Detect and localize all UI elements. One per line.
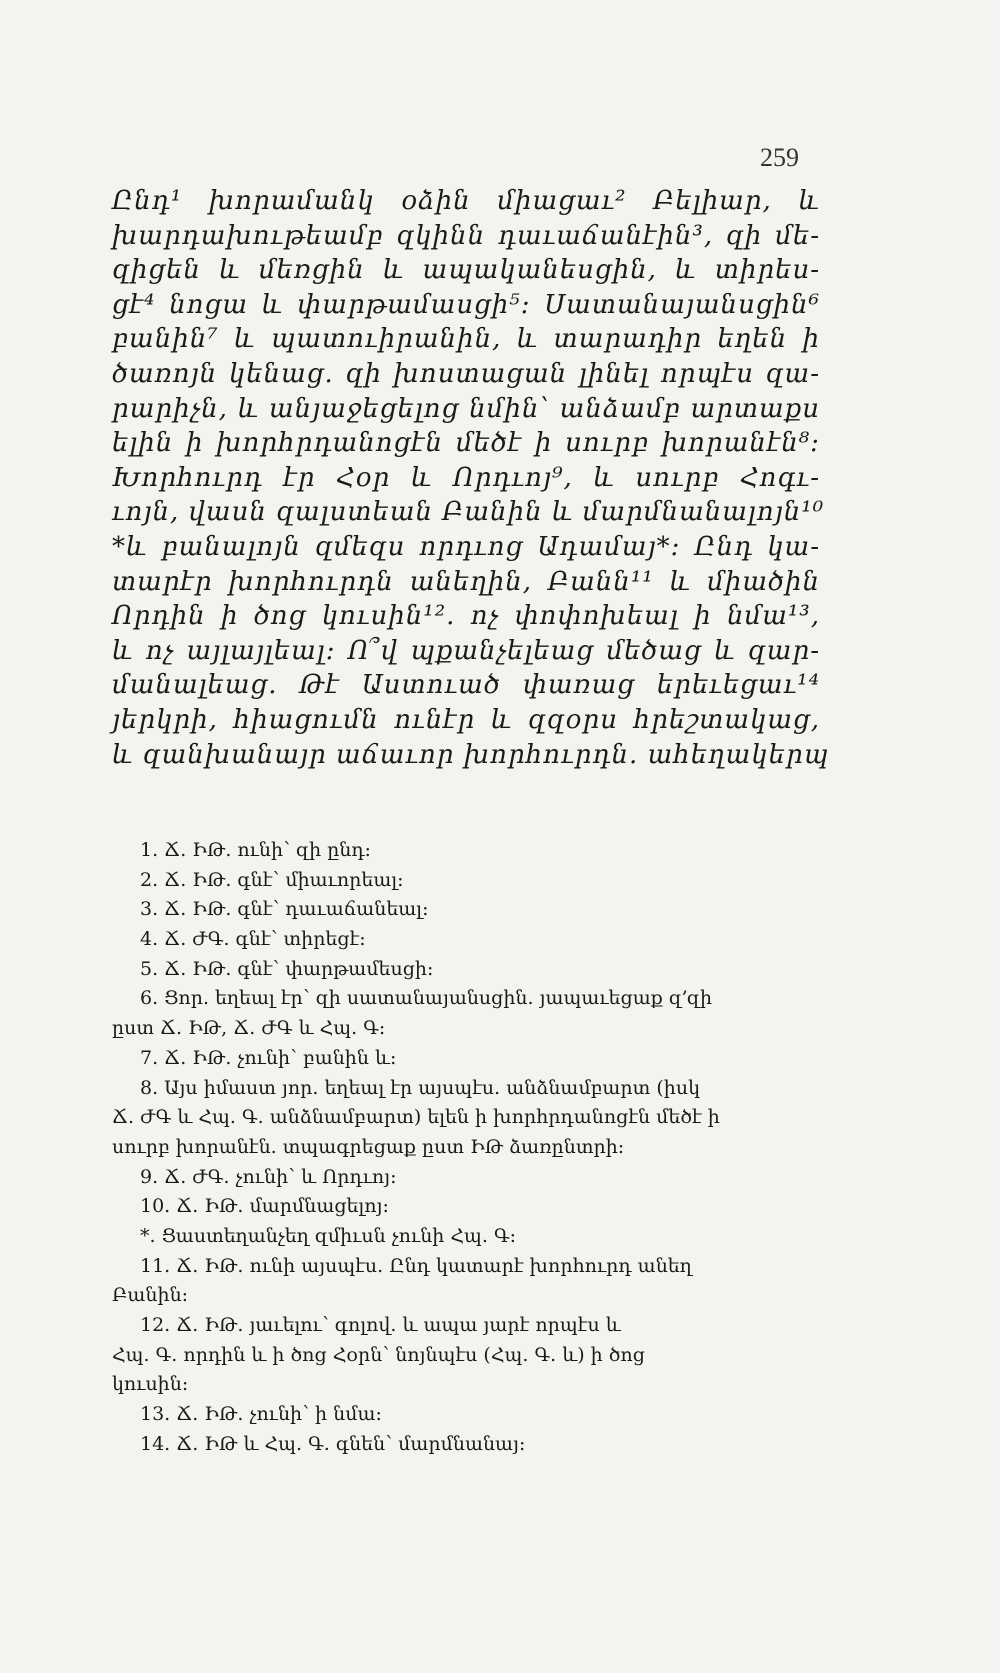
main-text-line: Ընդ¹ խորամանկ օձին միացաւ² Բելիար, և	[112, 186, 820, 216]
footnote-line: 13. Ճ. ԻԹ. չունի՝ ի նմա։	[140, 1403, 382, 1426]
footnote-line: սուրբ խորանէն. տպագրեցաք ըստ ԻԹ ձառընտրի։	[112, 1135, 625, 1158]
footnote-line: 14. Ճ. ԻԹ և Հպ. Գ. գնեն՝ մարմնանայ։	[140, 1432, 526, 1455]
footnote-line: Հպ. Գ. որդին և ի ծոց Հօրն՝ նոյնպէս (Հպ. Գ. և) ի ծոց	[112, 1343, 645, 1366]
main-text-line: բանին⁷ և պատուիրանին, և տարադիր եղեն ի	[112, 324, 820, 355]
main-text-line: ցէ⁴ նոցա և փարթամասցի⁵։ Սատանայանսցին⁶	[112, 289, 820, 320]
main-text-line: ծառոյն կենաց. զի խոստացան լինել որպէս զա-	[112, 358, 820, 389]
footnote-line: 2. Ճ. ԻԹ. գնէ՝ միաւորեալ։	[140, 868, 404, 891]
main-text-line: տարէր խորհուրդն անեղին, Բանն¹¹ և միածին	[112, 566, 820, 597]
main-text-line: րարիչն, և անյաջեցելոց նմին՝ անձամբ արտաքս	[112, 393, 820, 424]
main-text-line: և ոչ այլայլեալ։ Ո՞վ պքանչելեաց մեծաց և զար-	[112, 635, 820, 666]
main-text	[112, 184, 830, 772]
footnote-line: 6. Ցոր. եղեալ էր՝ զի սատանայանսցին. յապաւեցաք զ՚զի	[140, 987, 713, 1010]
footnote-line: 7. Ճ. ԻԹ. չունի՝ բանին և։	[140, 1046, 397, 1069]
main-text-line: Որդին ի ծոց կուսին¹². ոչ փոփոխեալ ի նմա¹³,	[112, 601, 820, 632]
footnote-line: Ճ. ԺԳ և Հպ. Գ. անձնամբարտ) ելեն ի խորհրդանոցէն մեծէ ի	[112, 1106, 720, 1129]
footnote-line: 12. Ճ. ԻԹ. յաւելու՝ գոլով. և ապա յարէ որպէս և	[140, 1314, 621, 1336]
footnote-line: 3. Ճ. ԻԹ. գնէ՝ դաւաճանեալ։	[140, 898, 429, 921]
footnote-line: Բանին։	[112, 1284, 189, 1307]
main-text-line: մանալեաց. Թէ Աստուած փառաց երեւեցաւ¹⁴	[112, 670, 820, 701]
main-text-line: *և բանալոյն զմեզս որդւոց Ադամայ*։ Ընդ կա-	[112, 531, 820, 562]
main-text-line: յերկրի, հիացումն ունէր և զզօրս հրեշտակաց,	[112, 704, 820, 735]
footnotes	[112, 836, 820, 1459]
footnote-line: 10. Ճ. ԻԹ. մարմնացելոյ։	[140, 1195, 389, 1218]
main-text-line: զիցեն և մեռցին և ապականեսցին, և տիրես-	[112, 255, 820, 286]
footnote-line: *. Ցաստեղանչեղ զմիւսն չունի Հպ. Գ։	[140, 1224, 517, 1247]
main-text-line: ւոյն, վասն զալստեան Բանին և մարմնանալոյն¹⁰	[112, 497, 825, 528]
footnote-line: 11. Ճ. ԻԹ. ունի այսպէս. Ընդ կատարէ խորհուրդ անեղ	[140, 1254, 692, 1277]
footnote-line: 8. Այս իմաստ յոր. եղեալ էր այսպէս. անձնամբարտ (իսկ	[140, 1076, 701, 1099]
footnote-line: 1. Ճ. ԻԹ. ունի՝ զի ընդ։	[140, 839, 372, 861]
main-text-line: և զանխանայր աճաւոր խորհուրդն. ահեղակերպ	[112, 739, 830, 770]
main-text-line: ելին ի խորհրդանոցէն մեծէ ի սուրբ խորանէն⁸։	[112, 428, 820, 459]
page-number: 259	[760, 143, 799, 172]
footnote-line: ըստ Ճ. ԻԹ, Ճ. ԺԳ և Հպ. Գ։	[112, 1017, 386, 1040]
main-text-line: խարդախութեամբ զկինն դաւաճանէին³, զի մե-	[112, 220, 820, 251]
footnote-line: կուսին։	[112, 1373, 189, 1396]
footnote-line: 5. Ճ. ԻԹ. գնէ՝ փարթամեսցի։	[140, 957, 434, 980]
footnote-line: 9. Ճ. ԺԳ. չունի՝ և Որդւոյ։	[140, 1165, 397, 1188]
footnote-line: 4. Ճ. ԺԳ. գնէ՝ տիրեցէ։	[140, 928, 366, 951]
main-text-line: Խորհուրդ էր Հօր և Որդւոյ⁹, և սուրբ Հոգւ-	[112, 462, 820, 493]
